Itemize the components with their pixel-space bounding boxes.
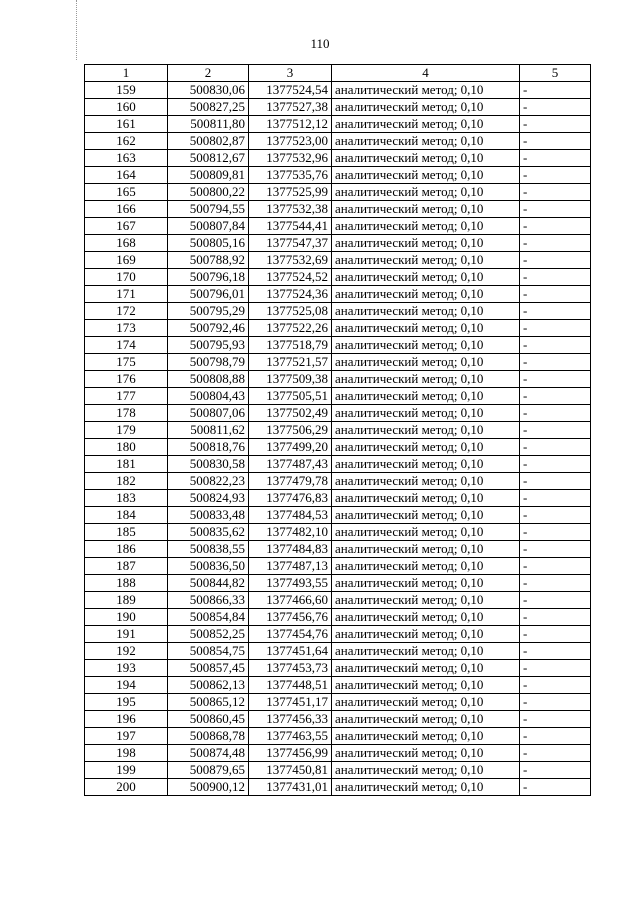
y-coordinate-cell: 1377448,51 [249,677,332,694]
note-cell: - [520,133,591,150]
point-number-cell: 174 [85,337,168,354]
note-cell: - [520,592,591,609]
y-coordinate-cell: 1377532,69 [249,252,332,269]
method-accuracy-cell: аналитический метод; 0,10 [332,184,520,201]
note-cell: - [520,524,591,541]
method-accuracy-cell: аналитический метод; 0,10 [332,133,520,150]
point-number-cell: 172 [85,303,168,320]
y-coordinate-cell: 1377431,01 [249,779,332,796]
note-cell: - [520,337,591,354]
method-accuracy-cell: аналитический метод; 0,10 [332,694,520,711]
y-coordinate-cell: 1377522,26 [249,320,332,337]
x-coordinate-cell: 500800,22 [168,184,249,201]
note-cell: - [520,728,591,745]
coordinates-table [84,64,591,796]
y-coordinate-cell: 1377532,38 [249,201,332,218]
method-accuracy-cell: аналитический метод; 0,10 [332,252,520,269]
y-coordinate-cell: 1377487,43 [249,456,332,473]
x-coordinate-cell: 500808,88 [168,371,249,388]
x-coordinate-cell: 500838,55 [168,541,249,558]
note-cell: - [520,558,591,575]
x-coordinate-cell: 500802,87 [168,133,249,150]
column-header: 2 [168,65,249,82]
method-accuracy-cell: аналитический метод; 0,10 [332,473,520,490]
note-cell: - [520,269,591,286]
method-accuracy-cell: аналитический метод; 0,10 [332,762,520,779]
y-coordinate-cell: 1377482,10 [249,524,332,541]
method-accuracy-cell: аналитический метод; 0,10 [332,609,520,626]
method-accuracy-cell: аналитический метод; 0,10 [332,728,520,745]
point-number-cell: 179 [85,422,168,439]
table-row [85,677,591,694]
point-number-cell: 192 [85,643,168,660]
point-number-cell: 186 [85,541,168,558]
point-number-cell: 180 [85,439,168,456]
point-number-cell: 165 [85,184,168,201]
table-row [85,694,591,711]
table-row [85,167,591,184]
x-coordinate-cell: 500830,58 [168,456,249,473]
note-cell: - [520,184,591,201]
point-number-cell: 190 [85,609,168,626]
method-accuracy-cell: аналитический метод; 0,10 [332,779,520,796]
x-coordinate-cell: 500830,06 [168,82,249,99]
table-row [85,405,591,422]
table-row [85,371,591,388]
page-number: 110 [310,36,330,51]
method-accuracy-cell: аналитический метод; 0,10 [332,303,520,320]
table-row [85,99,591,116]
y-coordinate-cell: 1377451,64 [249,643,332,660]
y-coordinate-cell: 1377535,76 [249,167,332,184]
y-coordinate-cell: 1377456,99 [249,745,332,762]
note-cell: - [520,167,591,184]
table-row [85,201,591,218]
point-number-cell: 198 [85,745,168,762]
method-accuracy-cell: аналитический метод; 0,10 [332,167,520,184]
note-cell: - [520,286,591,303]
point-number-cell: 188 [85,575,168,592]
point-number-cell: 182 [85,473,168,490]
table-row [85,82,591,99]
point-number-cell: 200 [85,779,168,796]
note-cell: - [520,643,591,660]
x-coordinate-cell: 500807,06 [168,405,249,422]
note-cell: - [520,762,591,779]
y-coordinate-cell: 1377525,99 [249,184,332,201]
table-row [85,779,591,796]
method-accuracy-cell: аналитический метод; 0,10 [332,82,520,99]
x-coordinate-cell: 500792,46 [168,320,249,337]
method-accuracy-cell: аналитический метод; 0,10 [332,99,520,116]
table-row [85,626,591,643]
method-accuracy-cell: аналитический метод; 0,10 [332,218,520,235]
y-coordinate-cell: 1377484,53 [249,507,332,524]
point-number-cell: 170 [85,269,168,286]
x-coordinate-cell: 500860,45 [168,711,249,728]
y-coordinate-cell: 1377525,08 [249,303,332,320]
x-coordinate-cell: 500795,93 [168,337,249,354]
note-cell: - [520,609,591,626]
point-number-cell: 164 [85,167,168,184]
x-coordinate-cell: 500874,48 [168,745,249,762]
note-cell: - [520,711,591,728]
method-accuracy-cell: аналитический метод; 0,10 [332,388,520,405]
x-coordinate-cell: 500811,80 [168,116,249,133]
note-cell: - [520,99,591,116]
y-coordinate-cell: 1377523,00 [249,133,332,150]
point-number-cell: 178 [85,405,168,422]
point-number-cell: 183 [85,490,168,507]
point-number-cell: 189 [85,592,168,609]
y-coordinate-cell: 1377502,49 [249,405,332,422]
table-row [85,354,591,371]
note-cell: - [520,218,591,235]
note-cell: - [520,660,591,677]
method-accuracy-cell: аналитический метод; 0,10 [332,541,520,558]
x-coordinate-cell: 500865,12 [168,694,249,711]
y-coordinate-cell: 1377493,55 [249,575,332,592]
column-header: 3 [249,65,332,82]
point-number-cell: 176 [85,371,168,388]
column-header: 5 [520,65,591,82]
note-cell: - [520,201,591,218]
y-coordinate-cell: 1377479,78 [249,473,332,490]
point-number-cell: 191 [85,626,168,643]
x-coordinate-cell: 500868,78 [168,728,249,745]
y-coordinate-cell: 1377506,29 [249,422,332,439]
x-coordinate-cell: 500824,93 [168,490,249,507]
table-row [85,575,591,592]
x-coordinate-cell: 500833,48 [168,507,249,524]
note-cell: - [520,320,591,337]
note-cell: - [520,541,591,558]
point-number-cell: 194 [85,677,168,694]
note-cell: - [520,456,591,473]
x-coordinate-cell: 500811,62 [168,422,249,439]
note-cell: - [520,473,591,490]
point-number-cell: 177 [85,388,168,405]
point-number-cell: 169 [85,252,168,269]
table-row [85,439,591,456]
x-coordinate-cell: 500818,76 [168,439,249,456]
x-coordinate-cell: 500795,29 [168,303,249,320]
point-number-cell: 197 [85,728,168,745]
point-number-cell: 167 [85,218,168,235]
table-row [85,541,591,558]
method-accuracy-cell: аналитический метод; 0,10 [332,371,520,388]
x-coordinate-cell: 500879,65 [168,762,249,779]
method-accuracy-cell: аналитический метод; 0,10 [332,320,520,337]
point-number-cell: 171 [85,286,168,303]
column-header: 1 [85,65,168,82]
point-number-cell: 187 [85,558,168,575]
table-row [85,388,591,405]
note-cell: - [520,677,591,694]
table-row [85,762,591,779]
note-cell: - [520,694,591,711]
x-coordinate-cell: 500866,33 [168,592,249,609]
method-accuracy-cell: аналитический метод; 0,10 [332,507,520,524]
method-accuracy-cell: аналитический метод; 0,10 [332,235,520,252]
method-accuracy-cell: аналитический метод; 0,10 [332,490,520,507]
column-header: 4 [332,65,520,82]
note-cell: - [520,405,591,422]
note-cell: - [520,507,591,524]
x-coordinate-cell: 500835,62 [168,524,249,541]
table-row [85,660,591,677]
y-coordinate-cell: 1377476,83 [249,490,332,507]
x-coordinate-cell: 500805,16 [168,235,249,252]
note-cell: - [520,116,591,133]
point-number-cell: 168 [85,235,168,252]
table-row [85,235,591,252]
x-coordinate-cell: 500807,84 [168,218,249,235]
table-row [85,456,591,473]
table-row [85,218,591,235]
table-row [85,269,591,286]
y-coordinate-cell: 1377532,96 [249,150,332,167]
y-coordinate-cell: 1377466,60 [249,592,332,609]
table-row [85,303,591,320]
point-number-cell: 181 [85,456,168,473]
note-cell: - [520,439,591,456]
method-accuracy-cell: аналитический метод; 0,10 [332,711,520,728]
x-coordinate-cell: 500796,18 [168,269,249,286]
y-coordinate-cell: 1377463,55 [249,728,332,745]
note-cell: - [520,82,591,99]
table-row [85,116,591,133]
point-number-cell: 162 [85,133,168,150]
table-row [85,422,591,439]
y-coordinate-cell: 1377456,76 [249,609,332,626]
x-coordinate-cell: 500852,25 [168,626,249,643]
y-coordinate-cell: 1377456,33 [249,711,332,728]
y-coordinate-cell: 1377518,79 [249,337,332,354]
note-cell: - [520,303,591,320]
point-number-cell: 193 [85,660,168,677]
point-number-cell: 184 [85,507,168,524]
x-coordinate-cell: 500809,81 [168,167,249,184]
table-row [85,184,591,201]
x-coordinate-cell: 500900,12 [168,779,249,796]
note-cell: - [520,252,591,269]
method-accuracy-cell: аналитический метод; 0,10 [332,626,520,643]
table-header-row [85,65,591,82]
x-coordinate-cell: 500844,82 [168,575,249,592]
point-number-cell: 196 [85,711,168,728]
y-coordinate-cell: 1377524,54 [249,82,332,99]
method-accuracy-cell: аналитический метод; 0,10 [332,745,520,762]
y-coordinate-cell: 1377521,57 [249,354,332,371]
method-accuracy-cell: аналитический метод; 0,10 [332,660,520,677]
method-accuracy-cell: аналитический метод; 0,10 [332,201,520,218]
y-coordinate-cell: 1377487,13 [249,558,332,575]
method-accuracy-cell: аналитический метод; 0,10 [332,337,520,354]
y-coordinate-cell: 1377547,37 [249,235,332,252]
y-coordinate-cell: 1377512,12 [249,116,332,133]
note-cell: - [520,490,591,507]
y-coordinate-cell: 1377544,41 [249,218,332,235]
y-coordinate-cell: 1377484,83 [249,541,332,558]
y-coordinate-cell: 1377524,52 [249,269,332,286]
x-coordinate-cell: 500788,92 [168,252,249,269]
y-coordinate-cell: 1377524,36 [249,286,332,303]
table-row [85,711,591,728]
table-row [85,320,591,337]
note-cell: - [520,575,591,592]
note-cell: - [520,354,591,371]
table-row [85,643,591,660]
method-accuracy-cell: аналитический метод; 0,10 [332,422,520,439]
point-number-cell: 159 [85,82,168,99]
table-row [85,592,591,609]
method-accuracy-cell: аналитический метод; 0,10 [332,592,520,609]
note-cell: - [520,626,591,643]
x-coordinate-cell: 500854,84 [168,609,249,626]
note-cell: - [520,745,591,762]
note-cell: - [520,371,591,388]
method-accuracy-cell: аналитический метод; 0,10 [332,286,520,303]
point-number-cell: 160 [85,99,168,116]
point-number-cell: 163 [85,150,168,167]
table-row [85,252,591,269]
table-row [85,286,591,303]
table-row [85,150,591,167]
y-coordinate-cell: 1377509,38 [249,371,332,388]
point-number-cell: 199 [85,762,168,779]
y-coordinate-cell: 1377454,76 [249,626,332,643]
method-accuracy-cell: аналитический метод; 0,10 [332,558,520,575]
method-accuracy-cell: аналитический метод; 0,10 [332,354,520,371]
method-accuracy-cell: аналитический метод; 0,10 [332,439,520,456]
table-row [85,609,591,626]
y-coordinate-cell: 1377527,38 [249,99,332,116]
x-coordinate-cell: 500812,67 [168,150,249,167]
x-coordinate-cell: 500804,43 [168,388,249,405]
table-row [85,507,591,524]
note-cell: - [520,779,591,796]
table-row [85,558,591,575]
point-number-cell: 173 [85,320,168,337]
x-coordinate-cell: 500796,01 [168,286,249,303]
point-number-cell: 185 [85,524,168,541]
table-row [85,473,591,490]
x-coordinate-cell: 500836,50 [168,558,249,575]
x-coordinate-cell: 500794,55 [168,201,249,218]
method-accuracy-cell: аналитический метод; 0,10 [332,643,520,660]
note-cell: - [520,150,591,167]
x-coordinate-cell: 500827,25 [168,99,249,116]
x-coordinate-cell: 500798,79 [168,354,249,371]
coordinates-table-body [85,65,591,796]
point-number-cell: 175 [85,354,168,371]
note-cell: - [520,422,591,439]
x-coordinate-cell: 500857,45 [168,660,249,677]
note-cell: - [520,388,591,405]
x-coordinate-cell: 500854,75 [168,643,249,660]
table-row [85,745,591,762]
table-row [85,524,591,541]
y-coordinate-cell: 1377450,81 [249,762,332,779]
method-accuracy-cell: аналитический метод; 0,10 [332,116,520,133]
point-number-cell: 195 [85,694,168,711]
point-number-cell: 166 [85,201,168,218]
y-coordinate-cell: 1377505,51 [249,388,332,405]
y-coordinate-cell: 1377453,73 [249,660,332,677]
method-accuracy-cell: аналитический метод; 0,10 [332,524,520,541]
method-accuracy-cell: аналитический метод; 0,10 [332,405,520,422]
note-cell: - [520,235,591,252]
y-coordinate-cell: 1377451,17 [249,694,332,711]
x-coordinate-cell: 500822,23 [168,473,249,490]
method-accuracy-cell: аналитический метод; 0,10 [332,150,520,167]
table-row [85,133,591,150]
method-accuracy-cell: аналитический метод; 0,10 [332,269,520,286]
table-row [85,728,591,745]
method-accuracy-cell: аналитический метод; 0,10 [332,677,520,694]
method-accuracy-cell: аналитический метод; 0,10 [332,456,520,473]
table-row [85,490,591,507]
y-coordinate-cell: 1377499,20 [249,439,332,456]
point-number-cell: 161 [85,116,168,133]
table-row [85,337,591,354]
method-accuracy-cell: аналитический метод; 0,10 [332,575,520,592]
x-coordinate-cell: 500862,13 [168,677,249,694]
